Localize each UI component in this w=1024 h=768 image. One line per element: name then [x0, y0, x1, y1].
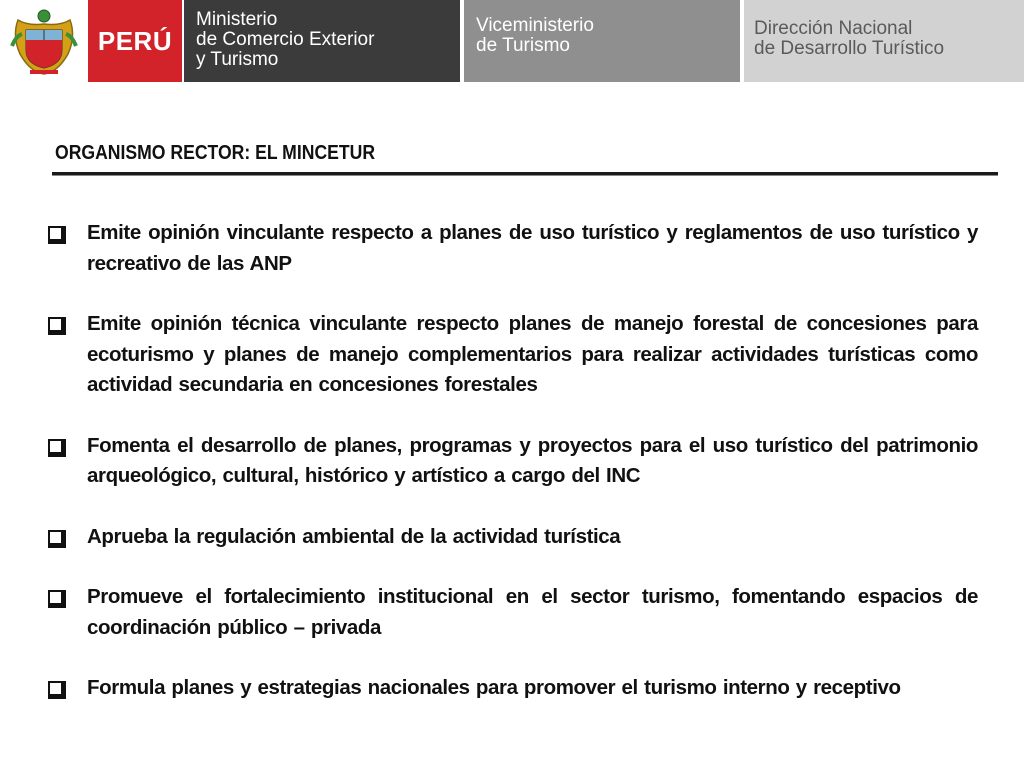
ministry-line-3: y Turismo — [196, 49, 279, 70]
list-item — [48, 218, 978, 279]
vice-line-1: Viceministerio — [476, 15, 594, 36]
checkbox-bullet-icon — [48, 439, 63, 454]
country-label: PERÚ — [97, 25, 173, 56]
coat-of-arms-icon — [10, 6, 78, 78]
list-item — [48, 522, 978, 553]
bullet-text: Emite opinión vinculante respecto a planes de uso turístico y reglamentos de uso turístico y recreativo de las ANP — [87, 221, 978, 275]
vice-ministry-block — [464, 0, 740, 82]
bullet-text: Formula planes y estrategias nacionales para promover el turismo interno y receptivo — [87, 676, 901, 699]
checkbox-bullet-icon — [48, 226, 63, 241]
bullet-text: Fomenta el desarrollo de planes, programas y proyectos para el uso turístico del patrimonio arqueológico, cultural, histórico y artístico a cargo del INC — [87, 433, 978, 487]
direction-line-1: Dirección Nacional — [754, 18, 913, 39]
checkbox-bullet-icon — [48, 590, 63, 605]
section-title: ORGANISMO RECTOR: EL MINCETUR — [55, 142, 376, 164]
vice-line-2: de Turismo — [476, 35, 570, 56]
direction-line-2: de Desarrollo Turístico — [754, 38, 945, 59]
checkbox-bullet-icon — [48, 317, 63, 332]
ministry-line-1: Ministerio — [196, 9, 278, 30]
bullet-text: Aprueba la regulación ambiental de la actividad turística — [87, 524, 621, 548]
checkbox-bullet-icon — [48, 681, 63, 696]
list-item — [48, 673, 978, 704]
list-item — [48, 309, 978, 401]
checkbox-bullet-icon — [48, 530, 63, 545]
list-item — [48, 431, 978, 492]
direction-block — [744, 0, 1024, 82]
bullet-text: Promueve el fortalecimiento institucional en el sector turismo, fomentando espacios de coordinación público – privada — [87, 585, 978, 639]
header-banner — [0, 0, 1024, 88]
bullet-text: Emite opinión técnica vinculante respecto planes de manejo forestal de concesiones para ecoturismo y planes de manejo complementarios para realizar actividades turísticas como actividad secundaria en concesiones forestales — [87, 312, 978, 396]
list-item — [48, 582, 978, 643]
bullet-list — [48, 218, 978, 734]
title-divider — [52, 172, 998, 176]
ministry-block — [184, 0, 460, 82]
peru-label — [88, 0, 182, 82]
ministry-line-2: de Comercio Exterior — [196, 29, 375, 50]
